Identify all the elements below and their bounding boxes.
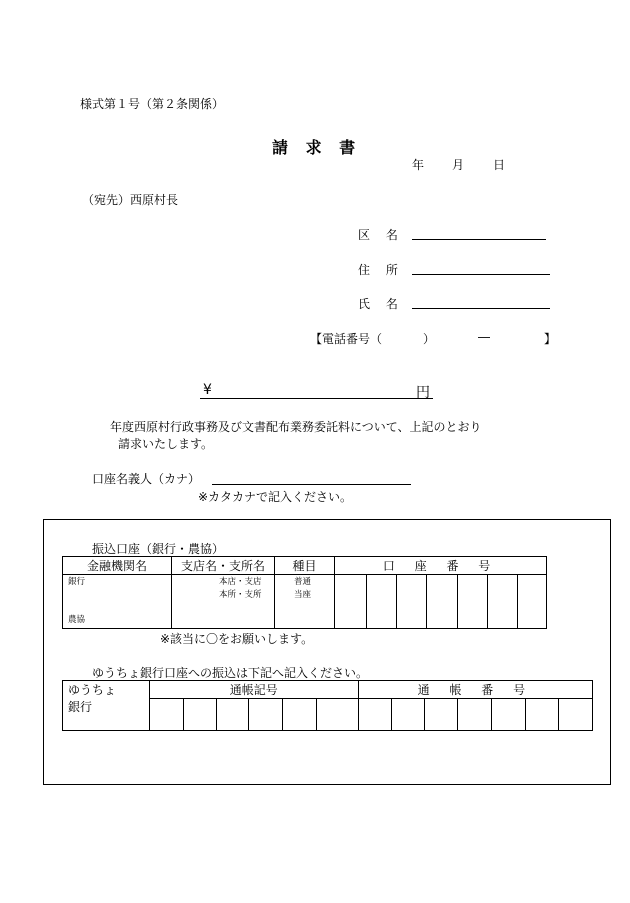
name-label: 氏 名	[358, 297, 404, 311]
yucho-number-header: 通 帳 番 号	[358, 681, 592, 699]
yucho-account-table	[62, 680, 593, 731]
circle-note: ※該当に〇をお願いします。	[160, 632, 314, 646]
institution-cell[interactable]	[63, 575, 172, 629]
yucho-number-digit-cell[interactable]	[458, 699, 492, 731]
yucho-symbol-header: 通帳記号	[149, 681, 358, 699]
yen-symbol: ¥	[203, 382, 212, 398]
yucho-symbol-digit-cell[interactable]	[149, 699, 183, 731]
date-month-label: 月	[452, 158, 465, 172]
type-option-2: 当座	[294, 590, 312, 600]
yucho-symbol-digit-cell[interactable]	[317, 699, 358, 731]
form-number: 様式第１号（第２条関係）	[80, 97, 225, 111]
institution-agri-label: 農協	[68, 615, 86, 625]
yucho-number-digit-cell[interactable]	[558, 699, 592, 731]
phone-label: 【電話番号（	[310, 332, 383, 346]
request-text-line1: 年度西原村行政事務及び文書配布業務委託料について、上記のとおり	[110, 420, 482, 434]
yucho-label-line2: 銀行	[68, 700, 93, 714]
yucho-symbol-digit-cell[interactable]	[183, 699, 216, 731]
yucho-section-title: ゆうちょ銀行口座への振込は下記へ記入ください。	[92, 666, 369, 680]
name-field[interactable]	[412, 308, 550, 309]
header-branch: 支店名・支所名	[172, 557, 275, 575]
header-institution: 金融機関名	[63, 557, 172, 575]
district-field[interactable]	[412, 239, 546, 240]
request-text-line2: 請求いたします。	[118, 437, 214, 451]
branch-option-2: 本所・支所	[219, 590, 262, 600]
address-label: 住 所	[358, 263, 404, 277]
yucho-symbol-digit-cell[interactable]	[249, 699, 283, 731]
account-digit-cell[interactable]	[458, 575, 488, 629]
header-account-number: 口 座 番 号	[335, 557, 547, 575]
phone-close-paren: ）	[423, 332, 436, 346]
district-label: 区 名	[358, 228, 404, 242]
yucho-label-line1: ゆうちょ	[68, 683, 117, 697]
yucho-symbol-digit-cell[interactable]	[283, 699, 317, 731]
bank-section-title: 振込口座（銀行・農協）	[92, 542, 225, 556]
phone-dash: ―	[478, 330, 490, 344]
account-digit-cell[interactable]	[518, 575, 547, 629]
branch-cell[interactable]	[172, 575, 275, 629]
address-field[interactable]	[412, 274, 550, 275]
yen-unit: 円	[416, 385, 430, 401]
date-day-label: 日	[493, 158, 506, 172]
yucho-number-digit-cell[interactable]	[391, 699, 425, 731]
amount-field[interactable]	[200, 398, 433, 399]
account-digit-cell[interactable]	[397, 575, 427, 629]
date-year-label: 年	[412, 158, 425, 172]
yucho-symbol-digit-cell[interactable]	[216, 699, 249, 731]
yucho-number-digit-cell[interactable]	[526, 699, 559, 731]
yucho-number-digit-cell[interactable]	[358, 699, 391, 731]
account-holder-field[interactable]	[212, 484, 411, 485]
yucho-number-digit-cell[interactable]	[492, 699, 526, 731]
account-digit-cell[interactable]	[427, 575, 458, 629]
bank-account-table	[62, 556, 547, 629]
yucho-label-cell	[63, 681, 150, 731]
institution-bank-label: 銀行	[68, 577, 86, 587]
account-digit-cell[interactable]	[488, 575, 518, 629]
header-type: 種目	[275, 557, 335, 575]
phone-end: 】	[544, 332, 557, 346]
branch-option-1: 本店・支店	[219, 577, 262, 587]
type-option-1: 普通	[294, 577, 312, 587]
katakana-note: ※カタカナで記入ください。	[198, 490, 353, 504]
addressee: （宛先）西原村長	[82, 193, 179, 207]
account-holder-label: 口座名義人（カナ）	[92, 472, 201, 486]
document-title: 請 求 書	[272, 138, 362, 157]
account-digit-cell[interactable]	[335, 575, 367, 629]
yucho-number-digit-cell[interactable]	[425, 699, 458, 731]
account-digit-cell[interactable]	[367, 575, 397, 629]
type-cell[interactable]	[275, 575, 335, 629]
